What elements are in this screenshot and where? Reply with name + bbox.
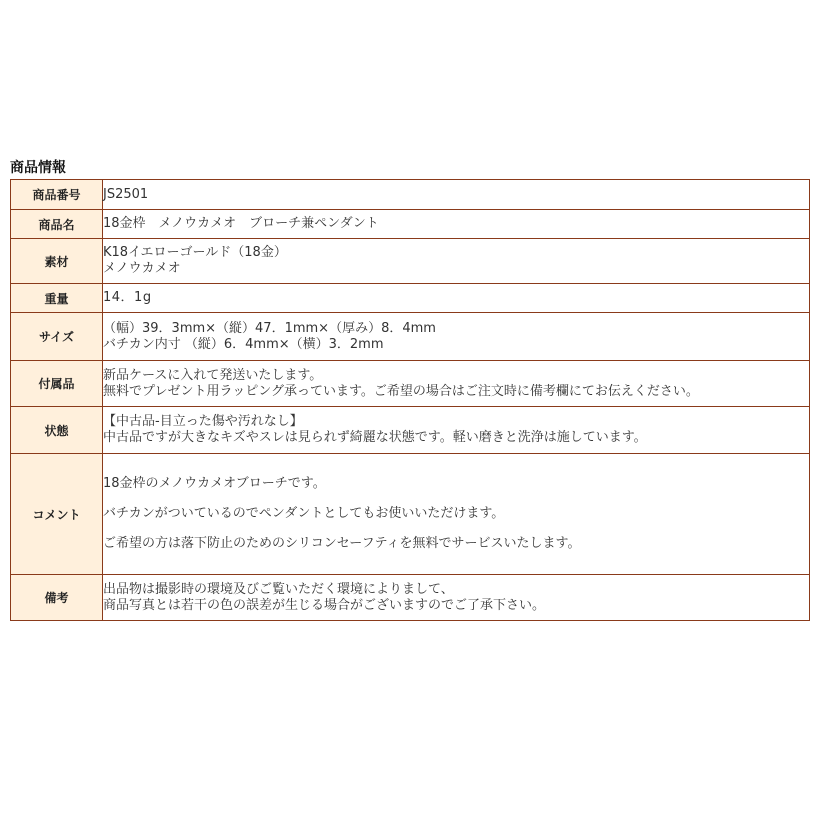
value-line: 無料でプレゼント用ラッピング承っています。ご希望の場合はご注文時に備考欄にてお伝えください。 — [103, 383, 699, 399]
value-line: 商品写真とは若干の色の誤差が生じる場合がございますのでご了承下さい。 — [103, 597, 546, 613]
row-value-notes — [103, 575, 810, 621]
row-value-size — [103, 313, 810, 361]
value-line: 【中古品-目立った傷や汚れなし】 — [103, 414, 303, 429]
row-value-accessories — [103, 361, 810, 407]
row-label-accessories: 付属品 — [11, 361, 103, 407]
table-row — [11, 361, 810, 407]
comment-paragraph: バチカンがついているのでペンダントとしてもお使いいただけます。 — [103, 506, 505, 521]
table-row — [11, 454, 810, 575]
row-label-material: 素材 — [11, 239, 103, 284]
table-row — [11, 180, 810, 210]
row-label-condition: 状態 — [11, 407, 103, 454]
table-row — [11, 407, 810, 454]
row-value-condition — [103, 407, 810, 454]
row-value-comment — [103, 454, 810, 575]
row-label-comment: コメント — [11, 454, 103, 575]
row-label-item-name: 商品名 — [11, 210, 103, 239]
paragraph-gap — [103, 492, 809, 506]
value-line: K18イエローゴールド（18金） — [103, 245, 287, 260]
value-line: 新品ケースに入れて発送いたします。 — [103, 367, 323, 383]
table-row — [11, 239, 810, 284]
row-label-weight: 重量 — [11, 284, 103, 313]
value-line: 14．1g — [103, 290, 152, 305]
row-label-notes: 備考 — [11, 575, 103, 621]
row-value-item-number — [103, 180, 810, 210]
row-label-item-number: 商品番号 — [11, 180, 103, 210]
product-info-table — [10, 179, 810, 621]
value-line: （幅）39．3mm×（縦）47．1mm×（厚み）8．4mm — [103, 320, 436, 336]
table-row — [11, 210, 810, 239]
row-label-size: サイズ — [11, 313, 103, 361]
section-title: 商品情報 — [10, 160, 66, 176]
value-line: JS2501 — [103, 186, 149, 202]
value-line: メノウカメオ — [103, 261, 181, 276]
comment-paragraph: ご希望の方は落下防止のためのシリコンセーフティを無料でサービスいたします。 — [103, 536, 581, 551]
table-row — [11, 284, 810, 313]
table-row — [11, 313, 810, 361]
value-line: 出品物は撮影時の環境及びご覧いただく環境によりまして、 — [103, 581, 454, 597]
value-line: 18金枠 メノウカメオ ブローチ兼ペンダント — [103, 216, 379, 231]
paragraph-gap — [103, 522, 809, 536]
row-value-item-name — [103, 210, 810, 239]
row-value-material — [103, 239, 810, 284]
comment-paragraph: 18金枠のメノウカメオブローチです。 — [103, 476, 326, 491]
value-line: 中古品ですが大きなキズやスレは見られず綺麗な状態です。軽い磨きと洗浄は施しています。 — [103, 430, 647, 445]
row-value-weight — [103, 284, 810, 313]
table-row — [11, 575, 810, 621]
value-line: バチカン内寸 （縦）6．4mm×（横）3．2mm — [103, 336, 384, 352]
